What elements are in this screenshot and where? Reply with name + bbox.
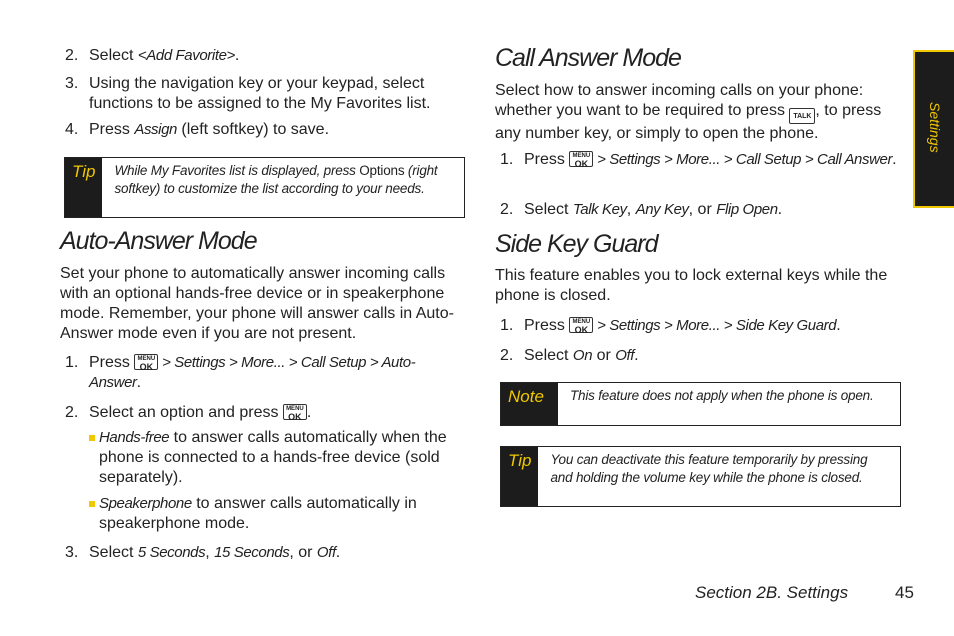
tip-box [64,157,465,218]
step-press-menu-side-key: 1. Press MENU OK > Settings > More... > Side Key Guard. [500,317,841,335]
talk-key-icon: TALK [789,108,815,124]
bullet-hands-free: Hands-free to answer calls automatically when the phone is connected to a hands-free device (sold separately). [99,428,466,488]
step-select-delay: 3. Select 5 Seconds, 15 Seconds, or Off. [65,544,341,561]
menu-ok-key-icon: MENU OK [569,151,593,167]
note-box [500,382,901,426]
note-text: This feature does not apply when the phone is open. [570,388,874,403]
step-press-menu: 1. Press MENU OK > Settings > More... > Call Setup > Auto-Answer. [65,354,416,391]
step-press-menu-call-answer: 1. Press MENU OK > Settings > More... > Call Setup > Call Answer. [500,151,897,169]
heading-side-key-guard: Side Key Guard [495,230,658,258]
section-tab-label: Settings [927,102,943,153]
step-select-option: 2. Select an option and press MENU OK . [65,404,312,422]
step-select-on-off: 2. Select On or Off. [500,347,639,364]
heading-auto-answer: Auto-Answer Mode [60,227,257,255]
heading-call-answer: Call Answer Mode [495,44,681,72]
bullet-speakerphone: Speakerphone to answer calls automatically in speakerphone mode. [99,494,466,534]
tip-text: You can deactivate this feature temporarily by pressing and holding the volume key while the phone is closed. [550,452,868,485]
call-answer-intro: Select how to answer incoming calls on your phone: whether you want to be required to press TALK , to press any number key, or simply to open the phone. [495,82,882,142]
bullet-square-icon [89,501,95,507]
tip-box-side-key [500,446,901,507]
tip-text: While My Favorites list is displayed, press Options (right softkey) to customize the list according to your needs. [114,163,438,196]
menu-ok-key-icon: MENU OK [134,354,158,370]
step-assign: 4. Press Assign (left softkey) to save. [65,121,330,138]
menu-ok-key-icon: MENU OK [283,404,307,420]
step-select-answer-type: 2. Select Talk Key, Any Key, or Flip Open. [500,201,783,218]
page-number: 45 [895,583,914,602]
note-label: Note [501,383,558,425]
footer-section: Section 2B. Settings [695,583,849,602]
step-navigation: 3. Using the navigation key or your keypad, select functions to be assigned to the My Favorites list. [65,75,431,112]
auto-answer-intro: Set your phone to automatically answer incoming calls with an optional hands-free device or in speakerphone mode. Remember, your phone will answer calls in Auto-Answer mode even if you are not present. [60,265,454,342]
tip-label: Tip [65,158,102,217]
bullet-square-icon [89,435,95,441]
side-key-guard-intro: This feature enables you to lock external keys while the phone is closed. [495,267,888,304]
menu-ok-key-icon: MENU OK [569,317,593,333]
section-tab [913,50,954,208]
step-add-favorite: 2. Select <Add Favorite>. [65,47,240,64]
tip-label: Tip [501,447,538,506]
